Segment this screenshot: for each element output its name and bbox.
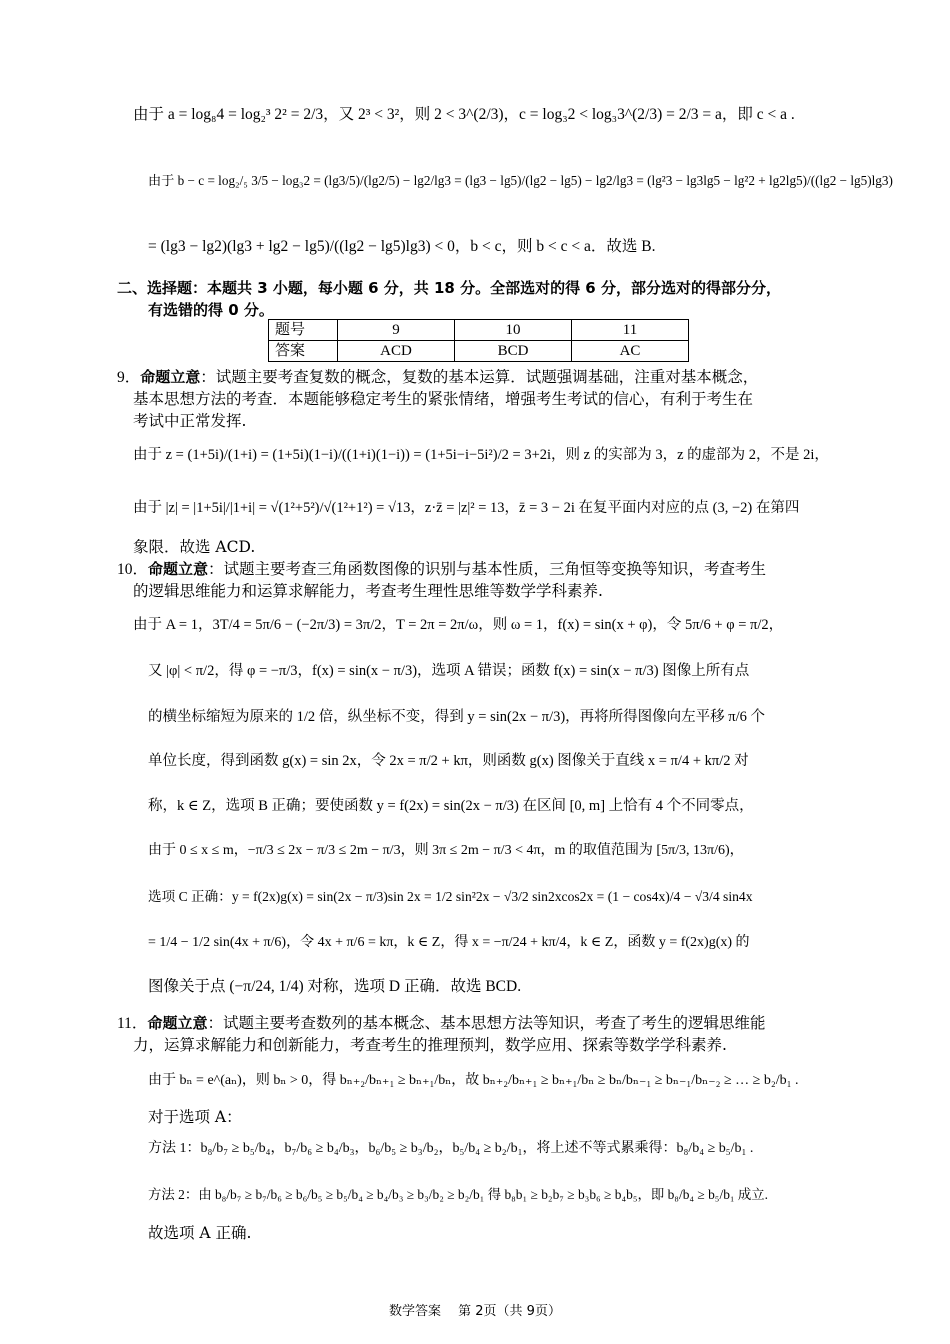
answer-table [268,319,689,362]
q10-line-5: 称，k ∈ Z，选项 B 正确；要使函数 y = f(2x) = sin(2x − π/3) 在区间 [0, m] 上恰有 4 个不同零点， [148,798,754,814]
q8-line-1: 由于 a = log₈4 = log₂³ 2² = 2/3，又 2³ < 3²，则 2 < 3^(2/3)，c = log₃2 < log₃3^(2/3) = 2/3 = a，即 c < a . [133,106,795,123]
q10-line-4: 单位长度，得到函数 g(x) = sin 2x，令 2x = π/2 + kπ，则函数 g(x) 图像关于直线 x = π/4 + kπ/2 对 [148,753,749,769]
q9-line-1: 由于 z = (1+5i)/(1+i) = (1+5i)(1−i)/((1+i)(1−i)) = (1+5i−i−5i²)/2 = 3+2i，则 z 的实部为 3，z 的虚部为 2，不是 2i， [133,447,829,463]
q11-intro-2: 力，运算求解能力和创新能力，考查考生的推理预判，数学应用、探索等数学学科素养. [133,1036,727,1054]
q11-line-4: 方法 2：由 b₈/b₇ ≥ b₇/b₆ ≥ b₆/b₅ ≥ b₅/b₄ ≥ b₄/b₃ ≥ b₃/b₂ ≥ b₂/b₁ 得 b₈b₁ ≥ b₂b₇ ≥ b₃b₆ ≥ b₄b₅，即 b₈/b₄ ≥ b₅/b₁ 成立. [148,1187,769,1202]
q10-intro-1 [117,558,766,581]
q9-line-3: 象限．故选 ACD. [133,538,256,556]
q9-line-2: 由于 |z| = |1+5i|/|1+i| = √(1²+5²)/√(1²+1²) = √13，z·z̄ = |z|² = 13，z̄ = 3 − 2i 在复平面内对应的点 (3, −2) 在第四 [133,500,800,516]
q11-label: 命题立意 [147,1014,208,1032]
q10-label: 命题立意 [148,560,209,578]
q9-intro-3: 考试中正常发挥. [133,412,247,430]
q10-intro-text: ：试题主要考查三角函数图像的识别与基本性质，三角恒等变换等知识，考查考生 [208,560,767,578]
table-cell: 11 [572,320,689,341]
q11-line-5: 故选项 A 正确. [148,1224,252,1242]
q8-line-2: 由于 b − c = log₂/₅ 3/5 − log₃2 = (lg3/5)/(lg2/5) − lg2/lg3 = (lg3 − lg5)/(lg2 − lg5) − lg2/lg3 = (lg²3 − lg3lg5 − lg²2 + lg2lg5)/((lg2 − lg5)lg3) [148,173,893,188]
q10-line-6: 由于 0 ≤ x ≤ m，−π/3 ≤ 2x − π/3 ≤ 2m − π/3，则 3π ≤ 2m − π/3 < 4π，m 的取值范围为 [5π/3, 13π/6)， [148,843,744,858]
table-cell: BCD [455,341,572,362]
q9-label: 命题立意 [140,368,201,386]
table-row [269,320,689,341]
q9-intro-2: 基本思想方法的考查．本题能够稳定考生的紧张情绪，增强考生考试的信心，有利于考生在 [133,390,754,408]
q10-line-9: 图像关于点 (−π/24, 1/4) 对称，选项 D 正确．故选 BCD. [148,978,522,995]
q10-line-8: = 1/4 − 1/2 sin(4x + π/6)，令 4x + π/6 = kπ，k ∈ Z，得 x = −π/24 + kπ/4，k ∈ Z，函数 y = f(2x)g(x) 的 [148,935,750,950]
table-row [269,341,689,362]
page-footer: 数学答案 第 2页（共 9页） [389,1304,561,1319]
q10-number: 10． [117,561,149,578]
q10-intro-2: 的逻辑思维能力和运算求解能力，考查考生理性思维等数学学科素养. [133,582,603,600]
q10-line-7: 选项 C 正确：y = f(2x)g(x) = sin(2x − π/3)sin 2x = 1/2 sin²2x − √3/2 sin2xcos2x = (1 − cos4x)/4 − √3/4 sin4x [148,889,753,904]
q9-number: 9． [117,369,141,386]
q11-number: 11． [117,1015,148,1032]
q10-line-1: 由于 A = 1，3T/4 = 5π/6 − (−2π/3) = 3π/2，T = 2π = 2π/ω，则 ω = 1，f(x) = sin(x + φ)，令 5π/6 + φ = π/2， [133,617,784,633]
q11-line-3: 方法 1：b₈/b₇ ≥ b₅/b₄，b₇/b₆ ≥ b₄/b₃，b₆/b₅ ≥ b₃/b₂，b₅/b₄ ≥ b₂/b₁，将上述不等式累乘得：b₈/b₄ ≥ b₅/b₁ . [148,1141,754,1156]
table-cell: AC [572,341,689,362]
table-header-question: 题号 [269,320,338,341]
section-heading-cont: 有选错的得 0 分。 [148,301,274,319]
q10-line-2: 又 |φ| < π/2，得 φ = −π/3，f(x) = sin(x − π/3)，选项 A 错误；函数 f(x) = sin(x − π/3) 图像上所有点 [148,663,750,679]
table-cell: 9 [338,320,455,341]
q9-intro-text: ：试题主要考查复数的概念，复数的基本运算．试题强调基础，注重对基本概念， [200,368,759,386]
q10-line-3: 的横坐标缩短为原来的 1/2 倍，纵坐标不变，得到 y = sin(2x − π/3)，再将所得图像向左平移 π/6 个 [148,709,766,725]
table-cell: ACD [338,341,455,362]
q11-intro-text: ：试题主要考查数列的基本概念、基本思想方法等知识，考查了考生的逻辑思维能 [207,1014,766,1032]
q11-intro-1 [117,1012,765,1035]
table-header-answer: 答案 [269,341,338,362]
q11-line-1: 由于 bₙ = e^(aₙ)，则 bₙ > 0，得 bₙ₊₂/bₙ₊₁ ≥ bₙ₊₁/bₙ，故 bₙ₊₂/bₙ₊₁ ≥ bₙ₊₁/bₙ ≥ bₙ/bₙ₋₁ ≥ bₙ₋₁/bₙ₋₂ ≥ … ≥ b₂/b₁ . [148,1073,799,1088]
q11-line-2: 对于选项 A： [148,1108,242,1126]
q9-intro-1 [117,366,758,389]
section-heading: 二、选择题：本题共 3 小题，每小题 6 分，共 18 分。全部选对的得 6 分，部分选对的得部分分， [117,279,781,297]
table-cell: 10 [455,320,572,341]
q8-line-3: = (lg3 − lg2)(lg3 + lg2 − lg5)/((lg2 − lg5)lg3) < 0，b < c，则 b < c < a．故选 B. [148,238,656,255]
